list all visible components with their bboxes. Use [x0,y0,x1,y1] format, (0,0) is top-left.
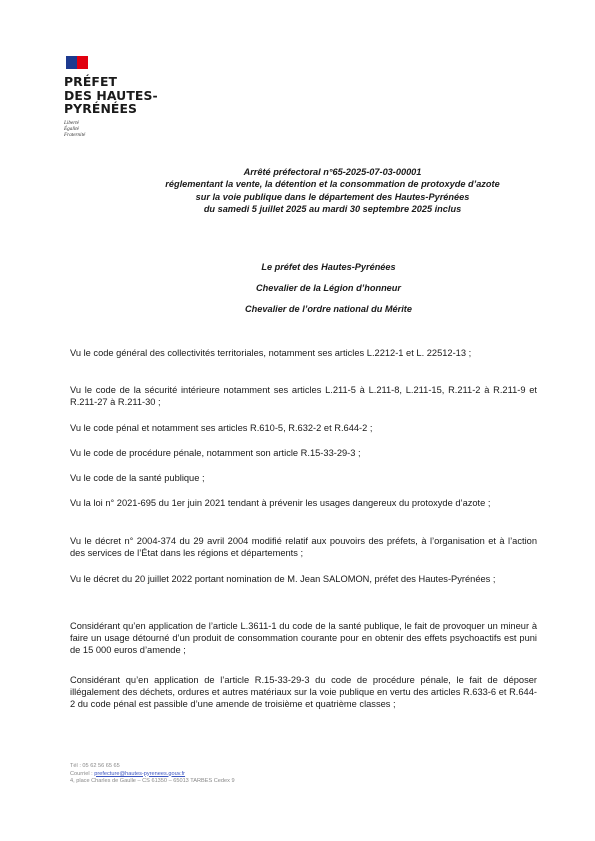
visa-paragraph [70,422,537,434]
footer-email-label: Courriel : [70,770,93,777]
marianne-flag-icon [66,56,88,69]
motto-line: Liberté [64,119,79,126]
visa-paragraph [70,347,537,359]
visa-text: Vu le décret du 20 juillet 2022 portant nomination de M. Jean SALOMON, préfet des Hautes-Pyrénées ; [70,574,496,584]
decree-number: Arrêté préfectoral n°65-2025-07-03-00001 [243,167,422,177]
visa-paragraph [70,447,537,459]
decree-title [0,166,595,215]
visa-text: Vu le code général des collectivités territoriales, notamment ses articles L.2212-1 et L. 22512-13 ; [70,348,472,358]
visa-paragraph [70,573,537,585]
decree-subject: réglementant la vente, la détention et la consommation de protoxyde d’azote [165,179,500,190]
decree-scope: sur la voie publique dans le département des Hautes-Pyrénées [195,191,470,202]
org-line: PRÉFET [64,74,118,89]
motto-line: Égalité [64,125,79,132]
footer-email-line [70,771,235,779]
considerant-paragraph [70,620,537,657]
authority-block [0,257,595,320]
visa-text: Vu la loi n° 2021-695 du 1er juin 2021 tendant à prévenir les usages dangereux du protoxyde d’azote ; [70,498,491,508]
page-footer [70,763,235,786]
visa-paragraph [70,535,537,559]
prefecture-logo [64,56,158,139]
visa-text: Vu le code de procédure pénale, notamment son article R.15-33-29-3 ; [70,448,361,458]
visa-paragraph [70,497,537,509]
footer-phone: Tél : 05 62 56 65 65 [70,763,120,769]
considerant-text: Considérant qu’en application de l’article R.15-33-29-3 du code de procédure pénale, le fait de déposer illégalement des déchets, ordures et autres matériaux sur la voie publique en vertu des articles R.633-6 et R.644-2 du code pénal est passible d’une amende de troisième et quatrième classes ; [70,675,537,710]
motto-line: Fraternité [64,132,86,139]
authority-prefect: Le préfet des Hautes-Pyrénées [261,262,396,272]
visa-text: Vu le décret n° 2004-374 du 29 avril 2004 modifié relatif aux pouvoirs des préfets, à l’organisation et à l’action des services de l’État dans les régions et départements ; [70,536,537,559]
prefecture-name [64,75,158,116]
visa-paragraph [70,472,537,484]
considerant-paragraph [70,674,537,711]
footer-email-link[interactable]: prefecture@hautes-pyrenees.gouv.fr [94,770,186,777]
decree-period: du samedi 5 juillet 2025 au mardi 30 septembre 2025 inclus [203,203,462,214]
footer-address: 4, place Charles de Gaulle – CS 61350 – 65013 TARBES Cedex 9 [70,778,235,785]
republic-motto [64,120,158,139]
visa-text: Vu le code pénal et notamment ses articles R.610-5, R.632-2 et R.644-2 ; [70,423,373,433]
org-line: PYRÉNÉES [64,101,138,116]
authority-honour: Chevalier de la Légion d’honneur [256,283,401,293]
authority-merit: Chevalier de l’ordre national du Mérite [245,304,412,314]
considerant-text: Considérant qu’en application de l’article L.3611-1 du code de la santé publique, le fait de provoquer un mineur à faire un usage détourné d’un produit de consommation courante pour en obtenir des effets psychoactifs est puni de 15 000 euros d’amende ; [70,621,537,656]
visa-text: Vu le code de la sécurité intérieure notamment ses articles L.211-5 à L.211-8, L.211-15, R.211-2 à R.211-9 et R.211-27 à R.211-30 ; [70,385,537,408]
visa-text: Vu le code de la santé publique ; [70,473,205,483]
visa-paragraph [70,384,537,408]
org-line: DES HAUTES- [64,87,158,103]
